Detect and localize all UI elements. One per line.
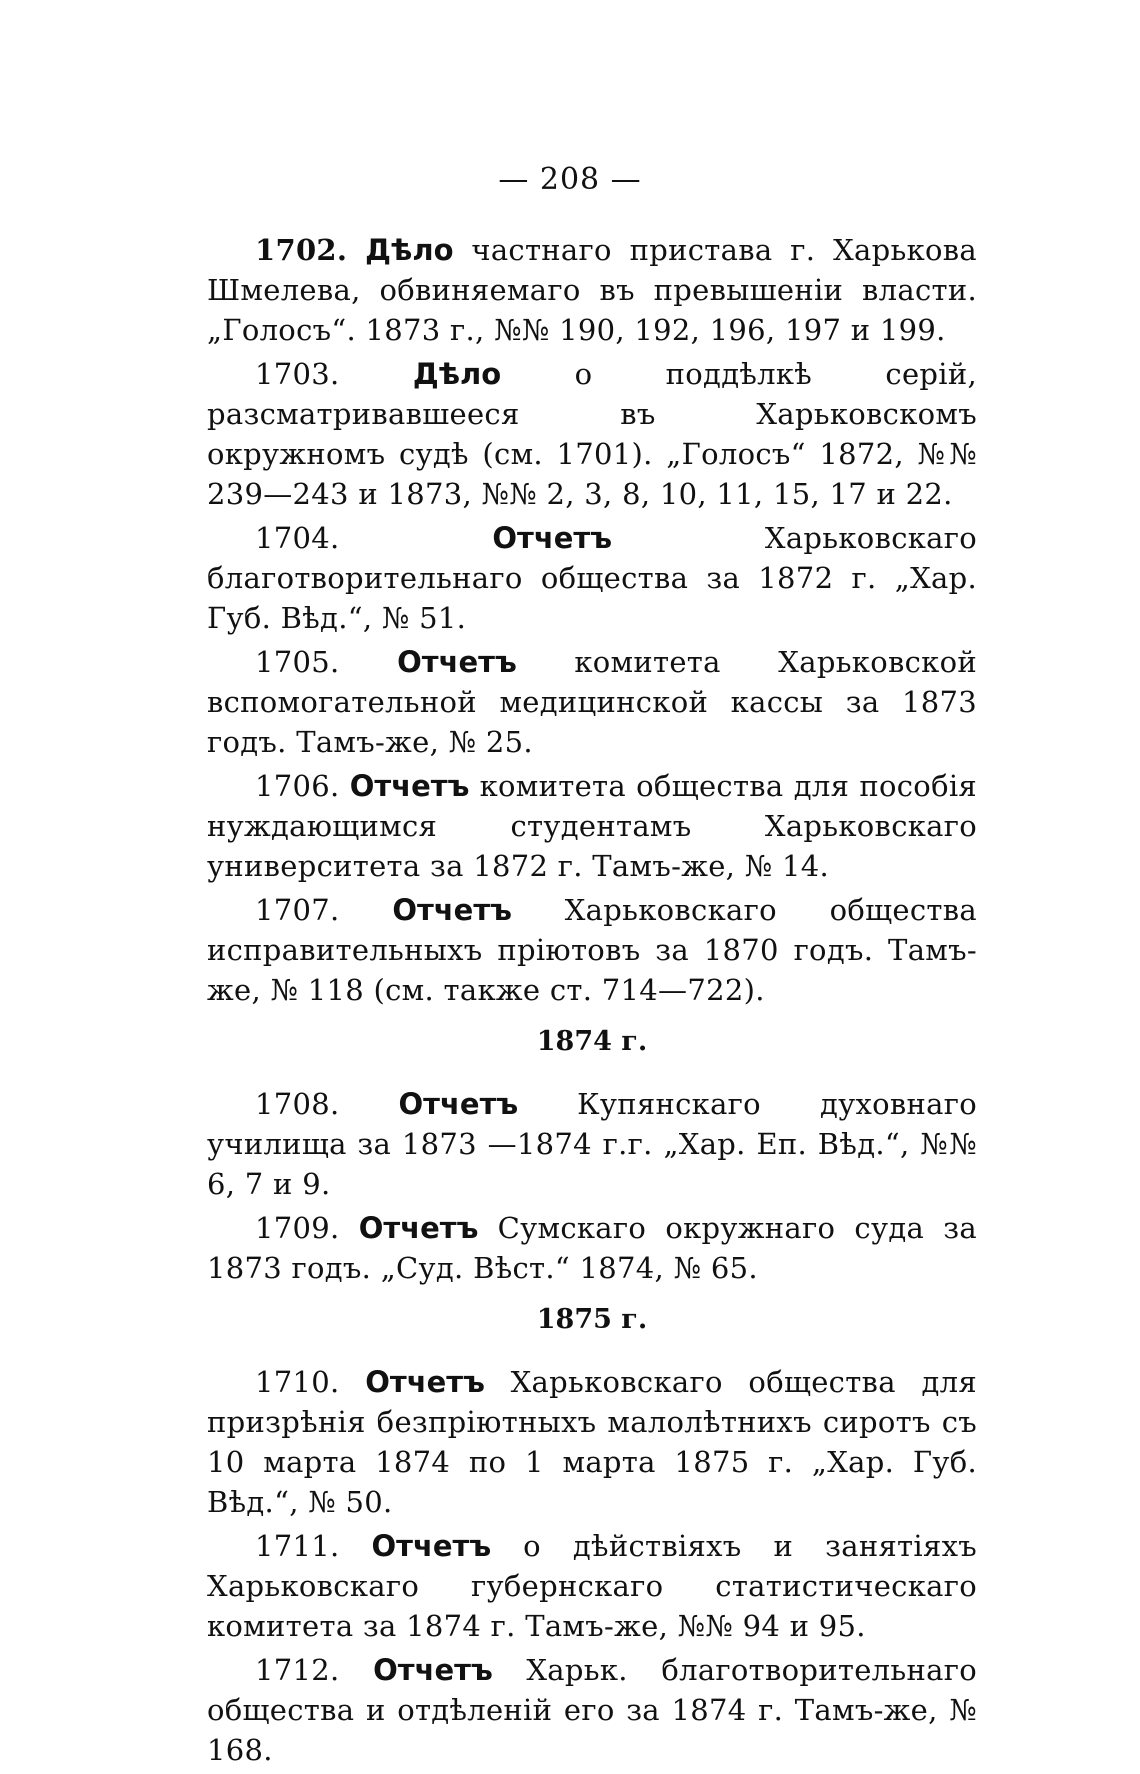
entry-1702 — [207, 230, 977, 350]
entry-1703 — [207, 354, 977, 514]
entry-number: 1710. — [255, 1365, 340, 1399]
entry-1704 — [207, 518, 977, 638]
year-heading-1875: 1875 г. — [536, 1304, 648, 1335]
entry-1710 — [207, 1362, 977, 1522]
entry-text: о дѣйствіяхъ и занятіяхъ Харьковскаго губернскаго статистическаго комитета за 1874 г. Тамъ-же, №№ 94 и 95. — [207, 1529, 977, 1643]
entry-text: комитета Харьковской вспомогательной медицинской кассы за 1873 годъ. Тамъ-же, № 25. — [207, 645, 977, 759]
entry-number: 1712. — [255, 1653, 340, 1687]
page-number: — 208 — — [498, 162, 642, 197]
entry-1711 — [207, 1526, 977, 1646]
entry-keyword: Отчетъ — [392, 893, 512, 927]
entry-keyword: Дѣло — [365, 233, 454, 267]
entry-keyword: Дѣло — [412, 357, 502, 391]
entry-1712 — [207, 1650, 977, 1770]
entry-text: Купянскаго духовнаго училища за 1873 —1874 г.г. „Хар. Еп. Вѣд.“, №№ 6, 7 и 9. — [207, 1087, 977, 1201]
entry-text: о поддѣлкѣ серій, разсматривавшееся въ Харьковскомъ окружномъ судѣ (см. 1701). „Голосъ“ 1872, №№ 239—243 и 1873, №№ 2, 3, 8, 10, 11, 15, 17 и 22. — [207, 357, 977, 511]
entry-text: Харьковскаго благотворительнаго общества за 1872 г. „Хар. Губ. Вѣд.“, № 51. — [207, 521, 977, 635]
entry-text: Харьковскаго общества исправительныхъ пріютовъ за 1870 годъ. Тамъ-же, № 118 (см. также ст. 714—722). — [207, 893, 977, 1007]
entry-keyword: Отчетъ — [371, 1529, 492, 1563]
entry-keyword: Отчетъ — [397, 645, 517, 679]
entry-text: Сумскаго окружнаго суда за 1873 годъ. „Суд. Вѣст.“ 1874, № 65. — [207, 1211, 977, 1285]
entry-1707 — [207, 890, 977, 1010]
entry-keyword: Отчетъ — [365, 1365, 485, 1399]
entry-number: 1708. — [255, 1087, 340, 1121]
entry-keyword: Отчетъ — [358, 1211, 479, 1245]
entry-number: 1703. — [255, 357, 340, 391]
entry-text: Харьковскаго общества для призрѣнія безпріютныхъ малолѣтнихъ сиротъ съ 10 марта 1874 по 1 марта 1875 г. „Хар. Губ. Вѣд.“, № 50. — [207, 1365, 977, 1519]
entry-text: частнаго пристава г. Харькова Шмелева, обвиняемаго въ превышеніи власти. „Голосъ“. 1873 г., №№ 190, 192, 196, 197 и 199. — [207, 233, 977, 347]
entry-text: Харьк. благотворительнаго общества и отдѣленій его за 1874 г. Тамъ-же, № 168. — [207, 1653, 977, 1767]
entry-number: 1706. — [255, 769, 340, 803]
year-heading-1874: 1874 г. — [536, 1026, 648, 1057]
entry-1705 — [207, 642, 977, 762]
entry-keyword: Отчетъ — [492, 521, 613, 555]
entry-keyword: Отчетъ — [373, 1653, 493, 1687]
entry-keyword: Отчетъ — [349, 769, 470, 803]
entry-number: 1702. — [255, 233, 348, 267]
entry-1709 — [207, 1208, 977, 1288]
entry-number: 1711. — [255, 1529, 340, 1563]
entry-number: 1709. — [255, 1211, 340, 1245]
entry-keyword: Отчетъ — [398, 1087, 519, 1121]
text-column — [207, 230, 977, 1774]
entry-1708 — [207, 1084, 977, 1204]
entry-text: комитета общества для пособія нуждающимся студентамъ Харьковскаго университета за 1872 г. Тамъ-же, № 14. — [207, 769, 977, 883]
entry-number: 1704. — [255, 521, 340, 555]
entry-1706 — [207, 766, 977, 886]
entry-number: 1707. — [255, 893, 340, 927]
entry-number: 1705. — [255, 645, 340, 679]
